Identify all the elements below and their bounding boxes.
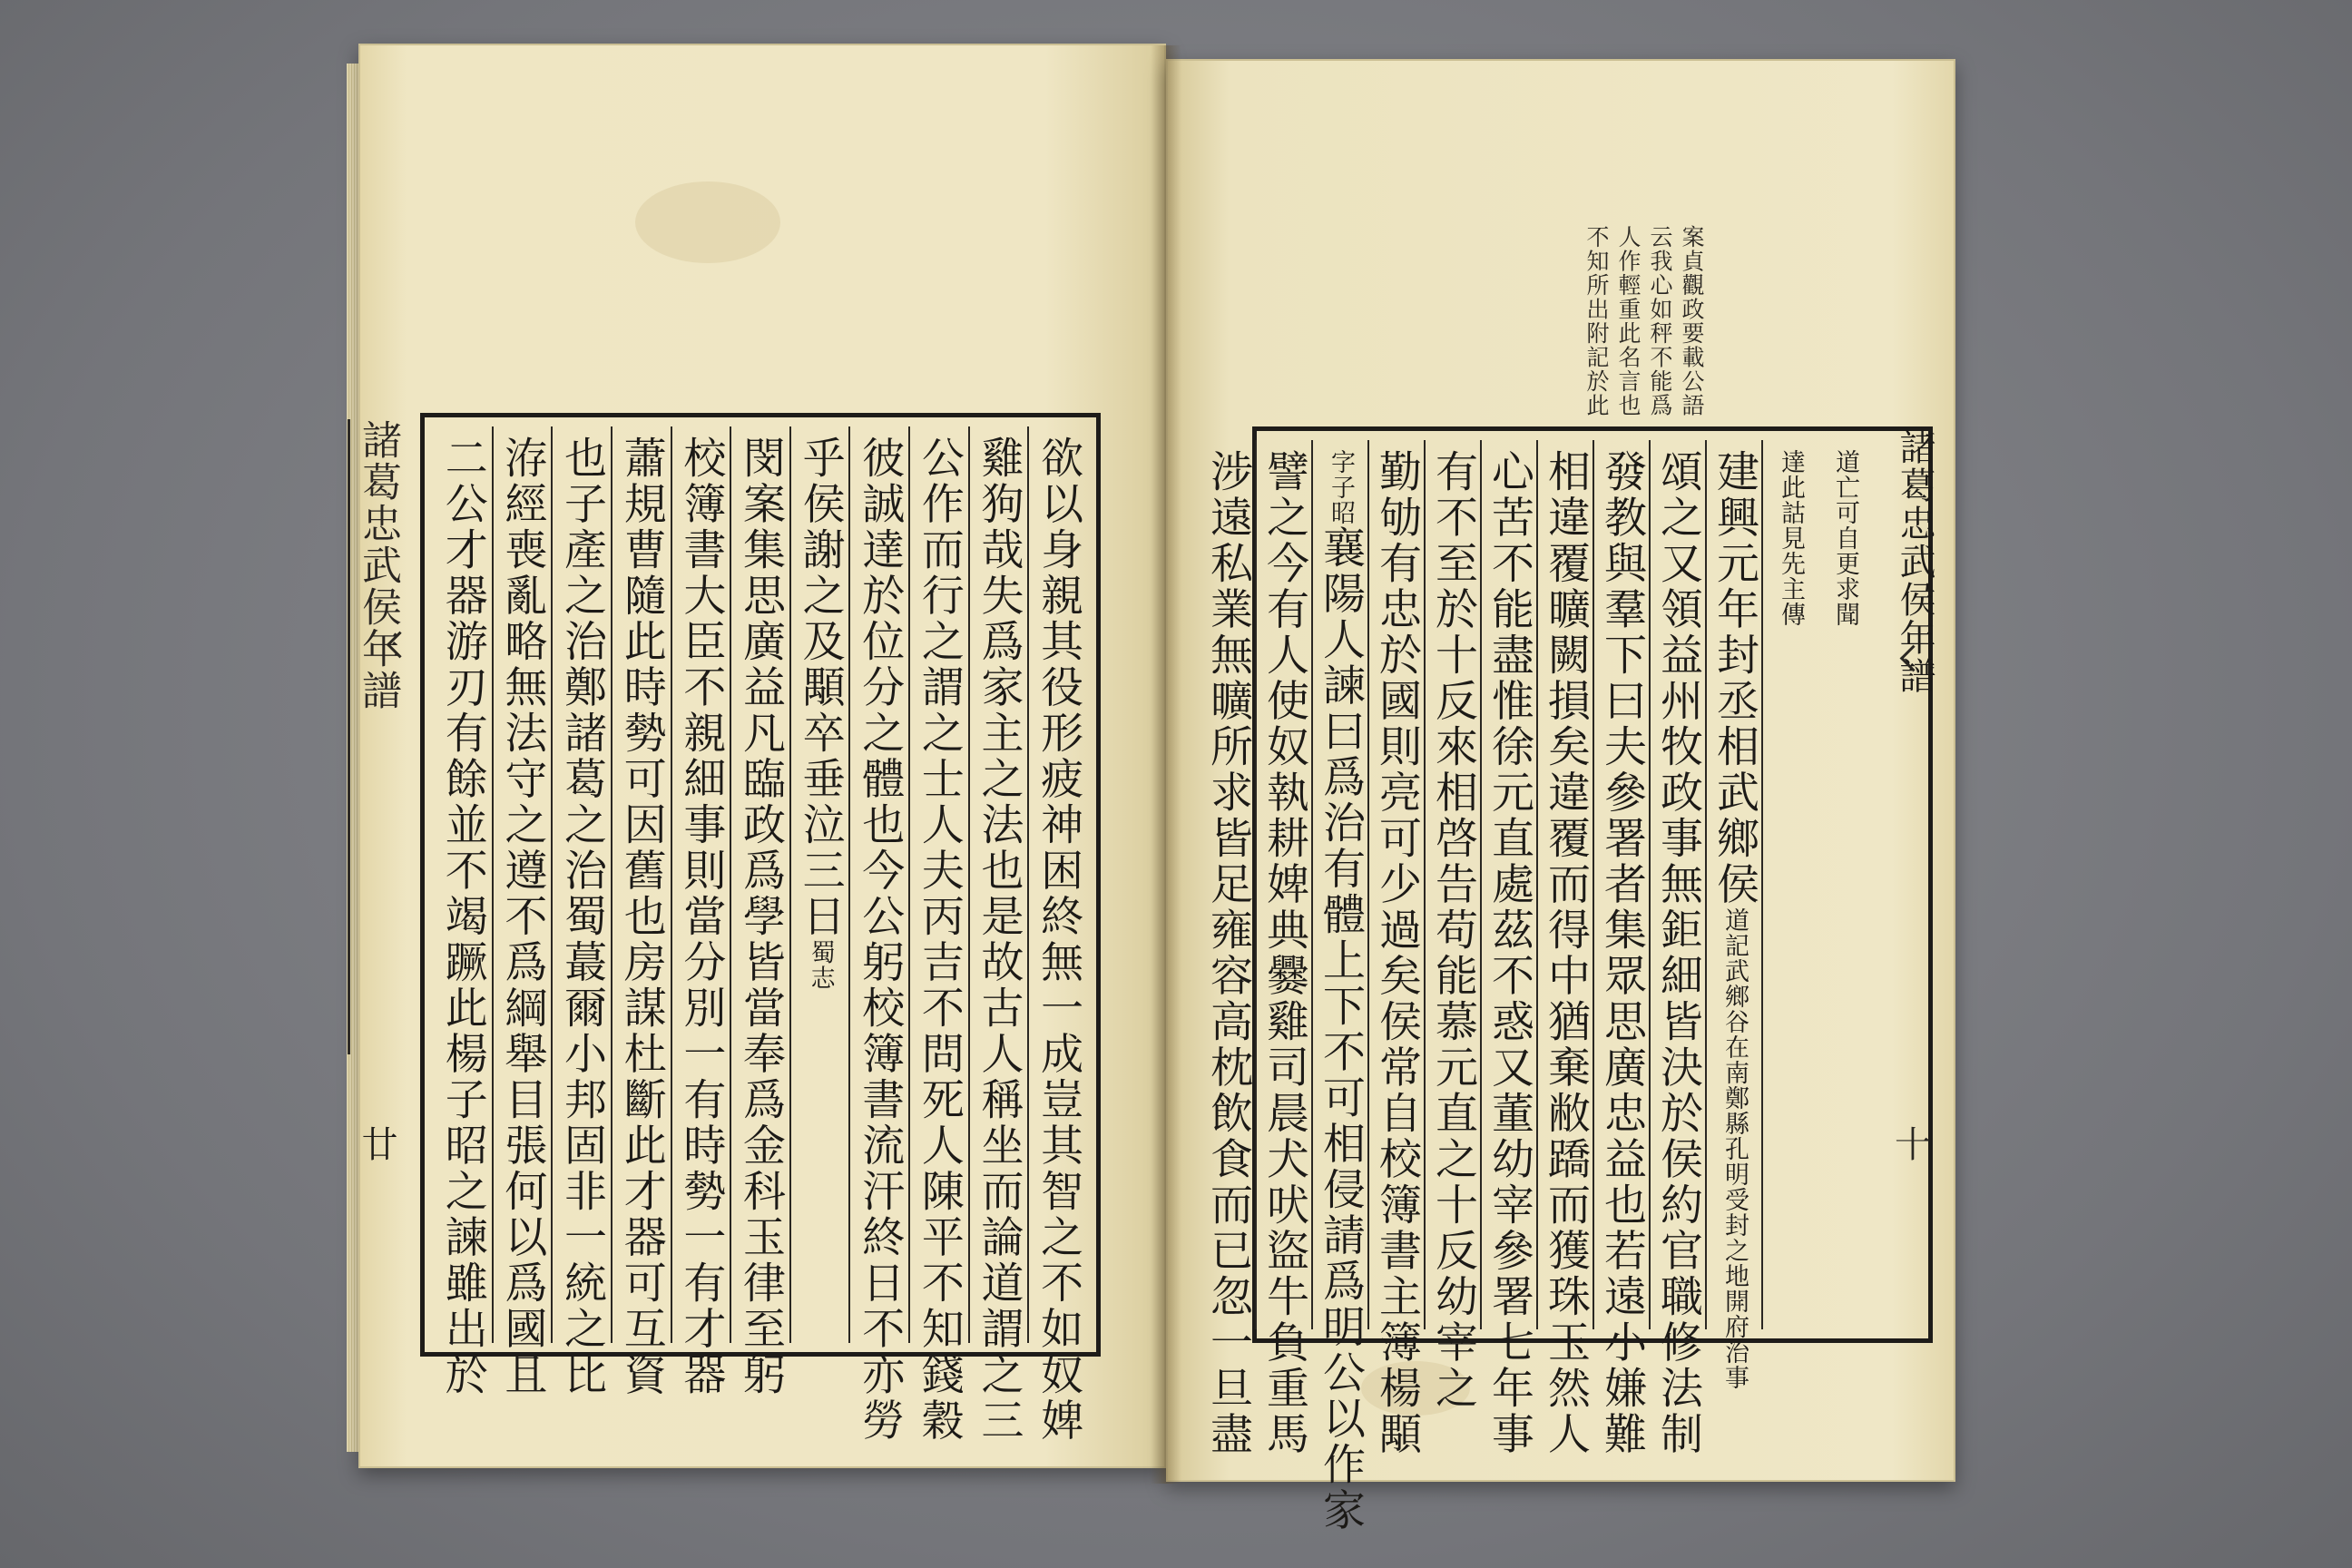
column-text: 也子產之治鄭諸葛之治蜀蕞爾小邦固非一統之比 [557,436,608,1398]
right-page-title-text: 諸葛忠武侯年譜 [1894,428,1936,695]
right-page-title [1887,428,1936,1340]
text-column [848,426,908,1444]
column-text: 發教與羣下曰夫參署者集眾思廣忠益也若遠小嫌難 [1597,449,1647,1457]
column-text: 閔案集思廣益凡臨政爲學皆當奉爲金科玉律至躬 [735,436,786,1398]
text-column [434,426,492,1398]
column-text [1763,449,1872,627]
column-text: 頌之又領益州牧政事無鉅細皆決於侯約官職修法制 [1653,449,1703,1457]
right-page-number: 十 [1895,1124,1931,1166]
column-main-text: 襄陽人諫曰爲治有體上下不可相侵請爲明公以作家 [1316,525,1366,1534]
text-column [1480,440,1536,1457]
marginal-note-line: 人作輕重此名言也 [1615,225,1642,417]
column-small-note: 道記武鄉谷在南鄭縣孔明受封之地開府治事 [1720,907,1749,1390]
text-column [1705,440,1761,1390]
marginal-note-line: 不知所出附記於此 [1583,225,1610,417]
right-columns [1203,440,1872,1534]
paper-stain [635,181,780,263]
marginal-note-line: 云我心如秤不能爲 [1647,225,1673,417]
text-column [1027,426,1087,1444]
text-column [611,426,671,1398]
column-note-text: 道亡可自更求聞 [1831,449,1859,627]
spine-label [348,419,401,1054]
left-page-number-text: 廿 [356,1125,397,1165]
spine-label-text: 諸葛忠武侯年譜 [355,419,401,711]
left-columns [434,426,1087,1444]
text-column [730,426,789,1398]
marginal-note-line: 案貞觀政要載公語 [1679,225,1705,417]
column-main-text: 建興元年封丞相武鄉侯 [1710,449,1759,907]
column-text: 彼誠達於位分之體也今公躬校簿書流汗終日不亦勞 [855,436,906,1444]
column-main-text: 乎侯謝之及顒卒垂泣三日 [795,436,846,940]
column-text [1313,449,1367,1534]
text-column [1592,440,1649,1457]
marginal-note [1583,225,1705,443]
text-column [551,426,611,1398]
left-page-number [349,1125,404,1165]
text-column [1649,440,1705,1457]
column-text [793,436,848,991]
column-text: 譬之今有人使奴執耕婢典爨雞司晨犬吠盜牛負重馬 [1259,449,1309,1457]
column-text: 相違覆曠闕損矣違覆而得中猶棄敝蹻而獲珠玉然人 [1541,449,1591,1457]
text-column [1200,440,1255,1457]
text-column [492,426,552,1398]
text-column [1367,440,1424,1457]
column-text: 欲以身親其役形疲神困終無一成豈其智之不如奴婢 [1034,436,1084,1444]
text-column [968,426,1028,1444]
text-column [908,426,968,1444]
column-text: 心苦不能盡惟徐元直處茲不惑又董幼宰參署七年事 [1485,449,1534,1457]
text-column [1424,440,1480,1412]
column-text: 洊經喪亂略無法守之遵不爲綱舉目張何以爲國且 [497,436,548,1398]
text-column [1255,440,1311,1457]
column-text: 涉遠私業無曠所求皆足雍容高枕飲食而已忽一旦盡 [1203,449,1253,1457]
left-text-frame [420,413,1101,1444]
text-column [1311,440,1367,1534]
text-column [789,426,849,1343]
column-text: 公作而行之謂之士人夫丙吉不問死人陳平不知錢穀 [914,436,965,1444]
column-text: 蕭規曹隨此時勢可因舊也房謀杜斷此才器可互資 [616,436,667,1398]
text-column [1536,440,1592,1457]
column-note-text: 達此詁見先主傳 [1777,449,1805,627]
column-text: 勤劬有忠於國則亮可少過矣侯常自校簿書主簿楊顒 [1372,449,1422,1457]
column-small-note: 蜀志 [806,939,835,991]
column-text [1707,449,1761,1390]
text-column [671,426,730,1398]
text-column [1761,440,1872,1329]
right-text-frame [1203,426,1933,1534]
column-text: 有不至於十反來相啓告苟能慕元直之十反幼宰之 [1428,449,1478,1412]
column-text: 雞狗哉失爲家主之法也是故古人稱坐而論道謂之三 [974,436,1024,1444]
book-gutter [1151,45,1181,1484]
column-small-note: 字子昭 [1327,449,1355,525]
column-text: 校簿書大臣不親細事則當分別一有時勢一有才器 [676,436,727,1398]
column-text: 二公才器游刃有餘並不竭蹶此楊子昭之諫雖出於 [437,436,488,1398]
